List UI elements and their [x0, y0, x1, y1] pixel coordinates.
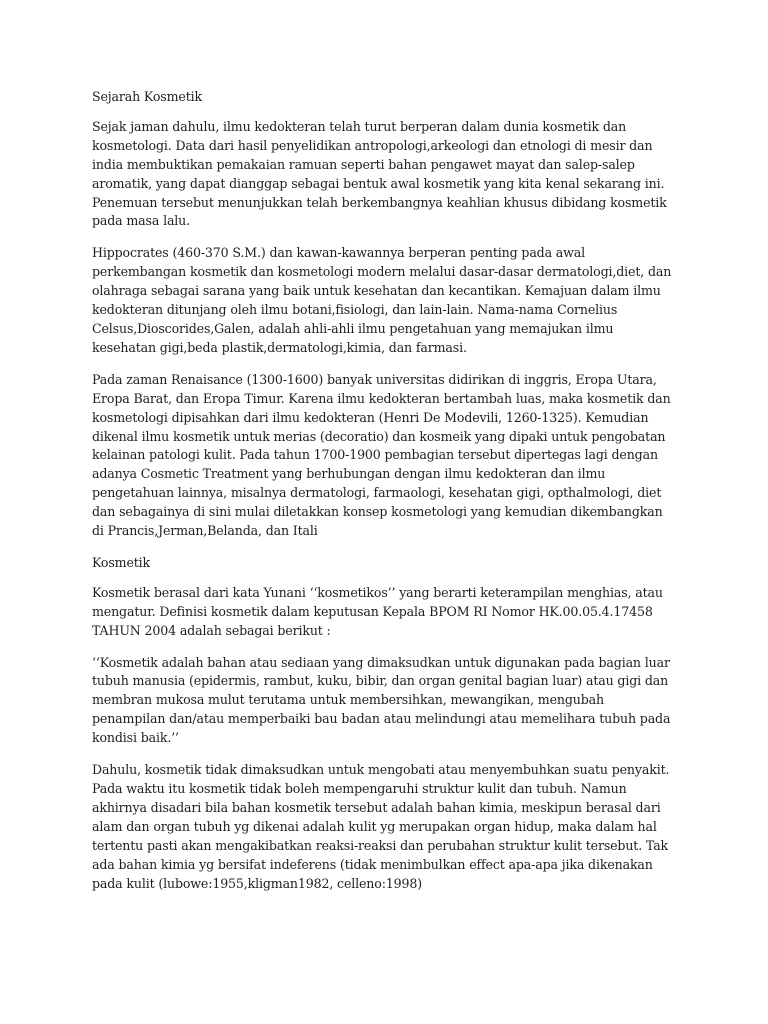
document-body — [92, 88, 678, 906]
section-heading-sejarah: Sejarah Kosmetik — [92, 89, 202, 104]
section-heading-kosmetik: Kosmetik — [92, 554, 151, 570]
definition-quote: ‘‘Kosmetik adalah bahan atau sediaan yang dimaksudkan untuk digunakan pada bagian luar tubuh manusia (epidermis, rambut, kuku, bibir, dan organ genital bagian luar) atau gigi dan membran mukosa mulut terutama untuk membersihkan, mewangikan, mengubah penampilan dan/atau memperbaiki bau badan atau melindungi atau memelihara tubuh pada kondisi baik.’’ — [92, 654, 671, 746]
paragraph-definition-intro: Kosmetik berasal dari kata Yunani ‘‘kosmetikos’’ yang berarti keterampilan menghias, atau mengatur. Definisi kosmetik dalam keputusan Kepala BPOM RI Nomor HK.00.05.4.17458 TAHUN 2004 adalah sebagai berikut : — [92, 584, 663, 638]
paragraph-history-1: Sejak jaman dahulu, ilmu kedokteran telah turut berperan dalam dunia kosmetik dan kosmetologi. Data dari hasil penyelidikan antropologi,arkeologi dan etnologi di mesir dan india membuktikan pemakaian ramuan seperti bahan pengawet mayat dan salep-salep aromatik, yang dapat dianggap sebagai bentuk awal kosmetik yang kita kenal sekarang ini. Penemuan tersebut menunjukkan telah berkembangnya keahlian khusus dibidang kosmetik pada masa lalu. — [92, 118, 667, 229]
paragraph-closing: Dahulu, kosmetik tidak dimaksudkan untuk mengobati atau menyembuhkan suatu penyakit. Pada waktu itu kosmetik tidak boleh mempengaruhi struktur kulit dan tubuh. Namun akhirnya disadari bila bahan kosmetik tersebut adalah bahan kimia, meskipun berasal dari alam dan organ tubuh yg dikenai adalah kulit yg merupakan organ hidup, maka dalam hal tertentu pasti akan mengakibatkan reaksi-reaksi dan perubahan struktur kulit tersebut. Tak ada bahan kimia yg bersifat indeferens (tidak menimbulkan effect apa-apa jika dikenakan pada kulit (lubowe:1955,kligman1982, celleno:1998) — [92, 762, 670, 891]
paragraph-history-2: Hippocrates (460-370 S.M.) dan kawan-kawannya berperan penting pada awal perkembangan kosmetik dan kosmetologi modern melalui dasar-dasar dermatologi,diet, dan olahraga sebagai sarana yang baik untuk kesehatan dan kecantikan. Kemajuan dalam ilmu kedokteran ditunjang oleh ilmu botani,fisiologi, dan lain-lain. Nama-nama Cornelius Celsus,Dioscorides,Galen, adalah ahli-ahli ilmu pengetahuan yang memajukan ilmu kesehatan gigi,beda plastik,dermatologi,kimia, dan farmasi. — [92, 245, 672, 355]
paragraph-history-3: Pada zaman Renaisance (1300-1600) banyak universitas didirikan di inggris, Eropa Utara, Eropa Barat, dan Eropa Timur. Karena ilmu kedokteran bertambah luas, maka kosmetik dan kosmetologi dipisahkan dari ilmu kedokteran (Henri De Modevili, 1260-1325). Kemudian dikenal ilmu kosmetik untuk merias (decoratio) dan kosmeik yang dipaki untuk pengobatan kelainan patologi kulit. Pada tahun 1700-1900 pembagian tersebut dipertegas lagi dengan adanya Cosmetic Treatment yang berhubungan dengan ilmu kedokteran dan ilmu pengetahuan lainnya, misalnya dermatologi, farmaologi, kesehatan gigi, opthalmologi, diet dan sebagainya di sini mulai diletakkan konsep kosmetologi yang kemudian dikembangkan di Prancis,Jerman,Belanda, dan Itali — [92, 371, 671, 539]
